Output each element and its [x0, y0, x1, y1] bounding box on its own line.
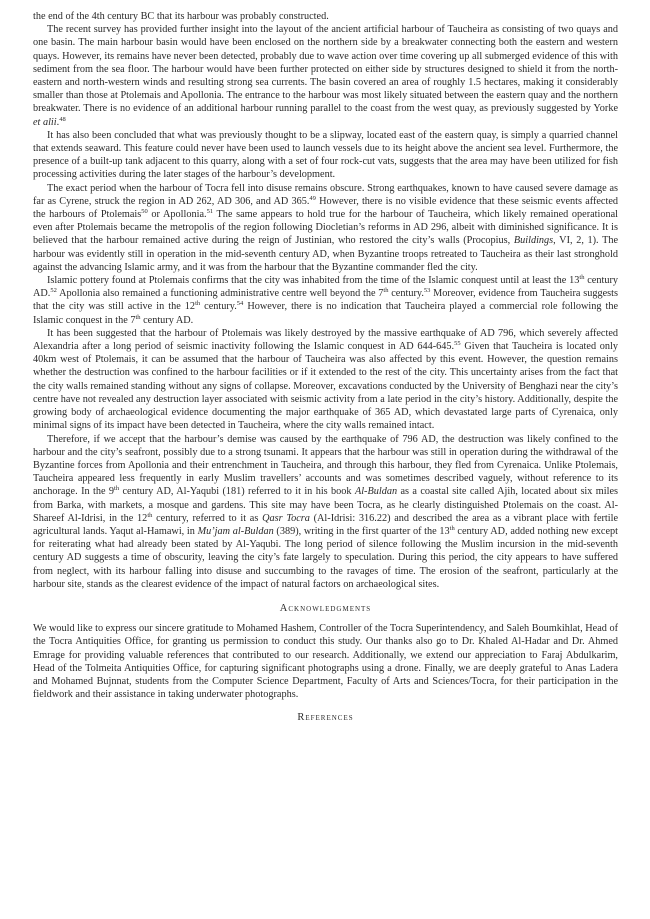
article-body: [33, 10, 618, 591]
text-run: Moreover, evidence from Taucheira suggests that the city was still active in the 12: [33, 288, 618, 313]
acknowledgments-heading: Acknowledgments: [279, 602, 372, 614]
body-paragraph: [33, 129, 618, 182]
ordinal-suffix: th: [135, 313, 141, 321]
text-run: Islamic pottery found at Ptolemais confirms that the city was inhabited from the time of the Islamic conquest until at least the 13: [47, 275, 580, 287]
ordinal-suffix: th: [383, 287, 389, 295]
italic-text: Mu’jam al-Buldan: [197, 525, 274, 537]
acknowledgments-paragraph: We would like to express our sincere gratitude to Mohamed Hashem, Controller of the Tocra Superintendency, and Saleh Boumkihlat, Head of the Tocra Antiquities Office, for granting us permission to conduct this study. Our thanks also go to Dr. Khaled Al-Hadar and Dr. Ahmed Emrage for providing valuable references that contributed to our research. Additionally, we extend our appreciation to Faraj Abdulkarim, Head of the Tolmeita Antiquities Office, for capturing significant photographs using a drone. Finally, we are deeply grateful to Anas Ladera and Mohamed Bujnnat, students from the Computer Science Department, Faculty of Arts and Sciences/Tocra, for their participation in the fieldwork and their assistance in taking underwater photographs.: [33, 623, 618, 701]
text-run: The exact period when the harbour of Tocra fell into disuse remains obscure. Strong earthquakes, known to have caused severe damage as far as Cyrene, struck the region in AD 262, AD 306, and AD 365.: [33, 182, 618, 207]
text-run: , VI, 2, 1). The harbour was evidently still in operation in the mid-seventh century AD, when Byzantine troops retreated to Taucheira as their last stronghold against the advancing Islamic army, and it was from the harbour that the Byzantine commander fled the city.: [33, 235, 619, 273]
text-run: the end of the 4th century BC that its harbour was probably constructed.: [33, 11, 329, 22]
footnote-marker: 53: [423, 287, 431, 295]
text-run: It has been suggested that the harbour of Ptolemais was likely destroyed by the massive earthquake of AD 796, which severely affected Alexandria after a long period of seismic inactivity following the Islamic conquest in AD 644-645.: [33, 327, 618, 353]
ordinal-suffix: th: [449, 524, 455, 532]
text-run: (389), writing in the first quarter of the 13: [273, 525, 450, 537]
body-paragraph: [33, 433, 618, 591]
text-run: century, referred to it as: [152, 512, 263, 524]
text-run: .: [56, 116, 60, 128]
text-run: century AD.: [140, 314, 194, 326]
italic-text: Buildings: [513, 235, 554, 247]
text-run: It has also been concluded that what was previously thought to be a slipway, located east of the eastern quay, is simply a quarried channel that extends seaward. This feature could never have been used to launch vessels due to its height above the ancient sea level. Furthermore, the presence of a built-up tank adjacent to this quarry, along with a set of four rock-cut vats, suggests that the area may have been utilized for fish processing activities during the later stages of the harbour’s development.: [33, 129, 618, 181]
footnote-marker: 52: [50, 287, 57, 295]
references-heading: References: [297, 712, 354, 724]
text-run: or Apollonia.: [147, 209, 207, 221]
text-run: century AD, Al-Yaqubi (181) referred to it in his book: [119, 486, 355, 498]
footnote-marker: 50: [141, 208, 148, 216]
text-run: However, there is no visible evidence that these seismic events affected the harbours of Ptolemais: [33, 195, 619, 221]
body-paragraph: [33, 274, 618, 327]
footnote-marker: 54: [236, 300, 244, 308]
text-run: The same appears to hold true for the harbour of Taucheira, which likely remained operational even after Ptolemais became the metropolis of the region following Diocletian’s reforms in AD 296, albeit with diminished significance. It is believed that the harbour remained active during the reign of Justinian, who restored the city’s walls (Procopius,: [33, 209, 618, 247]
body-paragraph: [33, 182, 618, 274]
ordinal-suffix: th: [579, 274, 585, 282]
body-paragraph: [33, 327, 618, 433]
text-run: Apollonia also remained a functioning administrative centre well beyond the 7: [56, 288, 384, 300]
text-run: However, there is no indication that Taucheira played a commercial role following the Islamic conquest in the 7: [33, 301, 618, 326]
footnote-marker: 49: [309, 194, 316, 202]
text-run: century AD.: [33, 275, 618, 300]
footnote-marker: 55: [454, 340, 461, 348]
italic-text: et alii: [33, 116, 57, 128]
text-run: century.: [200, 301, 237, 313]
text-run: Given that Taucheira is located only 40km west of Ptolemais, it can be assumed that the harbour of Taucheira was also affected by this event. However, the question remains whether the destruction was confined to the harbour facilities or if it extended to the rest of the city. This uncertainty arises from the fact that the city walls remained standing without any signs of collapse. Moreover, excavations conducted by the University of Benghazi near the city’s centre have not revealed any destruction layer associated with seismic activity from a late period in the city’s history. Additionally, despite the growing body of archaeological evidence documenting the major earthquake of 365 AD, which devastated large parts of Cyrenaica, only minimal signs of its impact have been detected in Taucheira, where the city walls remained intact.: [33, 341, 618, 432]
page: [33, 10, 618, 732]
text-run: as a coastal site called Ajih, located about six miles from Barka, with markets, a mosque and gardens. This site may have been Tocra, as he clearly distinguished Ptolemais on the coast. Al-Shareef Al-Idrisi, in the 12: [33, 486, 618, 524]
footnote-marker: 51: [206, 208, 214, 216]
footnote-marker: 48: [59, 115, 66, 123]
text-run: Therefore, if we accept that the harbour’s demise was caused by the earthquake of 796 AD, the destruction was likely confined to the harbour and the city’s seafront, possibly due to a strong tsunami. It appears that the harbour was still in operation during the withdrawal of the Byzantine forces from Apollonia and their entrenchment in Taucheira, and through this harbour, they fled from Cyrenaica. Unlike Ptolemais, Taucheira appeared less frequently in early Muslim travellers’ accounts and was sometimes described vaguely, without reference to its anchorage. In the 9: [33, 433, 618, 498]
text-run: The recent survey has provided further insight into the layout of the ancient artificial harbour of Taucheira as consisting of two quays and one basin. The main harbour basin would have been enclosed on the northern side by a breakwater connecting both the eastern and western quays. However, its remains have never been detected, probably due to wave action over time covering up all submerged evidence of this with sediment from the sea floor. The harbour would have been further protected on either side by structures designed to shield it from the north-eastern and north-western winds and resulting strong sea currents. The basin covered an area of roughly 1.5 hectares, making it considerably smaller than those at Ptolemais and Apollonia. The entrance to the harbour was most likely situated between the eastern quay and the northern breakwater. There is no evidence of an additional harbour running parallel to the coast from the west quay, as previously suggested by Yorke: [33, 24, 618, 115]
text-run: century AD, added nothing new except for reiterating what had already been stated by Al-Yaqubi. The long period of silence following the Muslim incursion in the mid-seventh century AD suggests a time of obscurity, leaving the city’s fate largely to speculation. During this period, the city appears to have suffered from neglect, with its harbour falling into disuse and succumbing to the ravages of time. The erosion of the seafront, particularly at the harbour site, stands as the clearest evidence of the impact of natural factors on archaeological sites.: [33, 525, 619, 590]
text-run: century.: [388, 288, 424, 300]
ordinal-suffix: th: [114, 485, 120, 493]
ordinal-suffix: th: [147, 511, 153, 519]
italic-text: Al-Buldan: [354, 486, 398, 498]
text-run: (Al-Idrisi: 316.22) and described the area as a vibrant place with fertile agricultural lands. Yaqut al-Hamawi, in: [33, 512, 618, 537]
ordinal-suffix: th: [195, 300, 201, 308]
body-paragraph: [33, 10, 618, 23]
body-paragraph: [33, 23, 618, 129]
italic-text: Qasr Tocra: [262, 512, 310, 524]
